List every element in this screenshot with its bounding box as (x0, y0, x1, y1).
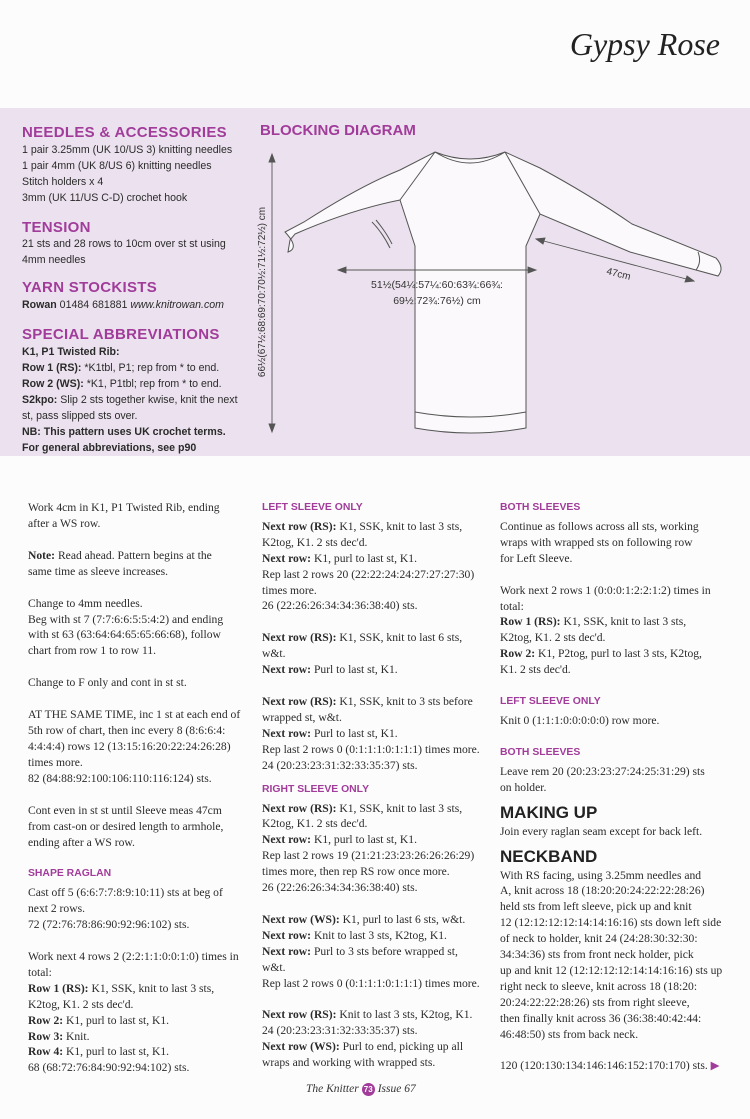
yarn-url[interactable]: www.knitrowan.com (130, 299, 224, 311)
sleeve-arrow-left (536, 238, 545, 244)
shape-raglan-heading: SHAPE RAGLAN (28, 868, 112, 880)
yarn-info (22, 297, 252, 313)
text-line: held sts from left sleeve, pick up and knit (500, 900, 692, 914)
needles-line: 1 pair 4mm (UK 8/US 6) knitting needles (22, 160, 212, 172)
general-abbrev-note: For general abbreviations, see p90 (22, 442, 197, 454)
text-line: Purl to end, picking up all (339, 1040, 464, 1054)
text-line: Rep last 2 rows 0 (0:1:1:1:0:1:1:1) times more. (262, 742, 480, 756)
abbrev-text (22, 344, 262, 456)
text-line: K1, purl to last st, K1. (63, 1045, 170, 1059)
tension-heading: TENSION (22, 219, 91, 236)
text-line: With RS facing, using 3.25mm needles and (500, 868, 702, 882)
s2kpo-label: S2kpo: (22, 394, 58, 406)
yarn-phone: 01484 681881 (56, 299, 131, 311)
text-line: Cast off 5 (6:6:7:7:8:9:10:11) sts at beg of (28, 886, 223, 900)
row-label: Next row: (262, 833, 312, 847)
text-line: K1, purl to last 6 sts, w&t. (339, 912, 466, 926)
text-line: Rep last 2 rows 19 (21:21:23:23:26:26:26:29) (262, 849, 475, 863)
text-line: K2tog, K1. 2 sts dec'd. (262, 535, 368, 549)
text-line: same time as sleeve increases. (28, 564, 169, 578)
text-line: Beg with st 7 (7:7:6:6:5:5:4:2) and ending (28, 612, 224, 626)
text-line: 46:48:50) sts from back neck. (500, 1027, 639, 1041)
both-sleeves-heading: BOTH SLEEVES (500, 502, 581, 513)
text-line: 5th row of chart, then inc every 8 (8:6:6:4: (28, 724, 226, 738)
text-line: K1, SSK, knit to last 6 sts, (336, 631, 463, 645)
row-label: Row 2: (500, 647, 536, 661)
text-line: A, knit across 18 (18:20:20:24:22:22:28:26) (500, 884, 705, 898)
neckband-heading: NECKBAND (500, 846, 598, 866)
text-line: K2tog, K1. 2 sts dec'd. (28, 997, 134, 1011)
row-label: Row 1 (RS): (500, 615, 561, 629)
text-line: wraps and working with wrapped sts. (262, 1056, 436, 1070)
text-line: wraps with wrapped sts on following row (500, 535, 693, 549)
text-line: Work next 4 rows 2 (2:2:1:1:0:0:1:0) times in (28, 950, 239, 964)
row-label: Next row (RS): (262, 695, 337, 709)
row-label: Next row (WS): (262, 912, 340, 926)
text-line: 26 (22:26:26:34:34:36:38:40) sts. (262, 881, 418, 895)
page-title: Gypsy Rose (569, 26, 720, 62)
blocking-diagram (250, 140, 750, 450)
text-line: on holder. (500, 780, 547, 794)
length-arrow-bottom (269, 424, 275, 432)
s2kpo-text2: st, pass slipped sts over. (22, 410, 138, 422)
length-arrow-top (269, 154, 275, 162)
left-sleeve-heading: LEFT SLEEVE ONLY (262, 502, 363, 513)
text-line: of neck to holder, knit 24 (24:28:30:32:30: (500, 932, 698, 946)
text-line: total: (28, 965, 52, 979)
text-line: AT THE SAME TIME, inc 1 st at each end of (28, 708, 241, 722)
blocking-heading: BLOCKING DIAGRAM (260, 122, 416, 139)
row-label: Next row (WS): (262, 1040, 340, 1054)
text-line: 26 (22:26:26:34:34:36:38:40) sts. (262, 599, 418, 613)
sweater-outline (285, 152, 721, 433)
column-3 (500, 500, 730, 1074)
nb-note: NB: This pattern uses UK crochet terms. (22, 426, 226, 438)
text-line: K2tog, K1. 2 sts dec'd. (262, 817, 368, 831)
text-line: chart from row 1 to row 11. (28, 644, 157, 658)
row-label: Next row (RS): (262, 631, 337, 645)
text-line: Cont even in st st until Sleeve meas 47cm (28, 803, 222, 817)
row1-text: *K1tbl, P1; rep from * to end. (81, 362, 220, 374)
text-line: K1, SSK, knit to last 3 sts, (560, 615, 687, 629)
row-label: Next row: (262, 726, 312, 740)
tension-text (22, 236, 252, 268)
text-line: K1, SSK, knit to 3 sts before (336, 695, 473, 709)
text-line: 20:24:22:22:28:26) sts from right sleeve, (500, 995, 690, 1009)
text-line: 12 (12:12:12:12:14:14:16:16) sts down left side (500, 916, 722, 930)
text-line: times more. (28, 755, 83, 769)
text-line: Continue as follows across all sts, working (500, 519, 699, 533)
text-line: K2tog, K1. 2 sts dec'd. (500, 631, 606, 645)
text-line: 24 (20:23:23:31:32:33:35:37) sts. (262, 1024, 418, 1038)
sleeve-arrow-right (685, 276, 694, 282)
chest-label-line1: 51½(54¼:57¼:60:63¾:66¾: (371, 279, 503, 291)
text-line: Knit to last 3 sts, K2tog, K1. (311, 928, 447, 942)
row2-label: Row 2 (WS): (22, 378, 84, 390)
text-line: right neck to sleeve, knit across 18 (18:20: (500, 979, 698, 993)
text-line: 82 (84:88:92:100:106:110:116:124) sts. (28, 771, 212, 785)
row2-text: *K1, P1tbl; rep from * to end. (83, 378, 222, 390)
row-label: Row 4: (28, 1045, 64, 1059)
column-2 (262, 500, 490, 1071)
text-line: then finally knit across 36 (36:38:40:42:44: (500, 1011, 702, 1025)
tension-line: 4mm needles (22, 254, 86, 266)
text-line: Read ahead. Pattern begins at the (55, 548, 212, 562)
page-number-badge: 73 (362, 1083, 375, 1096)
text-line: Knit to last 3 sts, K2tog, K1. (336, 1008, 473, 1022)
text-line: Knit. (63, 1029, 90, 1043)
text-line: w&t. (262, 647, 286, 661)
text-line: Join every raglan seam except for back left. (500, 824, 703, 838)
text-line: K1, purl to last st, K1. (63, 1013, 170, 1027)
text-line: 120 (120:130:134:146:146:152:170:170) sts. (500, 1059, 708, 1073)
text-line: K1, purl to last st, K1. (311, 833, 417, 847)
tension-line: 21 sts and 28 rows to 10cm over st st using (22, 238, 226, 250)
text-line: next 2 rows. (28, 902, 85, 916)
text-line: Change to 4mm needles. (28, 596, 143, 610)
rib-title: K1, P1 Twisted Rib: (22, 346, 120, 358)
row-label: Row 1 (RS): (28, 981, 89, 995)
text-line: K1, purl to last st, K1. (311, 551, 417, 565)
text-line: with st 63 (63:64:64:65:65:66:68), follow (28, 628, 221, 642)
text-line: 24 (20:23:23:31:32:33:35:37) sts. (262, 758, 418, 772)
chest-arrow-left (338, 267, 346, 273)
row-label: Row 2: (28, 1013, 64, 1027)
needles-heading: NEEDLES & ACCESSORIES (22, 124, 227, 141)
sleeve-length-label: 47cm (605, 266, 632, 283)
text-line: times more, then rep RS row once more. (262, 865, 450, 879)
text-line: 34:34:36) sts from front neck holder, pick (500, 948, 694, 962)
text-line: K1, SSK, knit to last 3 sts, (336, 801, 463, 815)
text-line: 4:4:4:4) rows 12 (13:15:16:20:22:24:26:28) (28, 739, 231, 753)
row-label: Next row: (262, 944, 312, 958)
text-line: after a WS row. (28, 516, 101, 530)
note-label: Note: (28, 548, 56, 562)
row-label: Next row: (262, 663, 312, 677)
right-sleeve-heading: RIGHT SLEEVE ONLY (262, 783, 370, 795)
text-line: Work 4cm in K1, P1 Twisted Rib, ending (28, 501, 220, 514)
text-line: Purl to last st, K1. (311, 663, 398, 677)
text-line: Purl to 3 sts before wrapped st, (311, 944, 458, 958)
text-line: Knit 0 (1:1:1:0:0:0:0:0) row more. (500, 713, 660, 727)
text-line: 68 (68:72:76:84:90:92:94:102) sts. (28, 1061, 190, 1075)
left-sleeve-heading: LEFT SLEEVE ONLY (500, 696, 601, 708)
row-label: Next row: (262, 928, 312, 942)
text-line: 72 (72:76:78:86:90:92:96:102) sts. (28, 918, 190, 932)
text-line: up and knit 12 (12:12:12:12:14:14:16:16) sts up (500, 963, 723, 977)
needles-line: 3mm (UK 11/US C-D) crochet hook (22, 192, 188, 204)
text-line: times more. (262, 583, 317, 597)
text-line: K1, P2tog, purl to last 3 sts, K2tog, (535, 647, 702, 661)
magazine-name: The Knitter (306, 1083, 359, 1096)
text-line: K1, SSK, knit to last 3 sts, (336, 519, 463, 533)
column-1 (28, 500, 253, 1076)
yarn-brand: Rowan (22, 299, 57, 311)
needles-line: Stitch holders x 4 (22, 176, 104, 188)
text-line: wrapped st, w&t. (262, 710, 342, 724)
abbrev-heading: SPECIAL ABBREVIATIONS (22, 326, 220, 343)
text-line: Leave rem 20 (20:23:23:27:24:25:31:29) sts (500, 764, 705, 778)
row-label: Next row: (262, 551, 312, 565)
text-line: from cast-on or desired length to armhole, (28, 819, 224, 833)
row-label: Row 3: (28, 1029, 64, 1043)
text-line: Purl to last st, K1. (311, 726, 398, 740)
both-sleeves-heading: BOTH SLEEVES (500, 746, 581, 758)
triangle-right-icon: ▶ (710, 1059, 720, 1073)
making-up-heading: MAKING UP (500, 802, 598, 822)
length-label: 66½(67½:68:69:70:70½:71½:72½) cm (257, 206, 268, 378)
s2kpo-text: Slip 2 sts together kwise, knit the next (57, 394, 238, 406)
text-line: Rep last 2 rows 20 (22:22:24:24:27:27:27:30) (262, 567, 475, 581)
yarn-heading: YARN STOCKISTS (22, 279, 158, 296)
text-line: K1, SSK, knit to last 3 sts, (88, 981, 215, 995)
row-label: Next row (RS): (262, 1008, 337, 1022)
row-label: Next row (RS): (262, 519, 337, 533)
text-line: total: (500, 599, 524, 613)
issue-number: Issue 67 (377, 1083, 416, 1096)
text-line: Change to F only and cont in st st. (28, 676, 187, 690)
text-line: K1. 2 sts dec'd. (500, 663, 571, 677)
text-line: Work next 2 rows 1 (0:0:0:1:2:2:1:2) times in (500, 583, 711, 597)
page-footer (306, 1083, 416, 1096)
chest-arrow-right (528, 267, 536, 273)
left-cuff-ribbing (376, 220, 392, 244)
row1-label: Row 1 (RS): (22, 362, 82, 374)
text-line: w&t. (262, 960, 286, 974)
needles-line: 1 pair 3.25mm (UK 10/US 3) knitting needles (22, 144, 233, 156)
row-label: Next row (RS): (262, 801, 337, 815)
text-line: for Left Sleeve. (500, 551, 573, 565)
chest-label-line2: 69½:72¾:76½) cm (393, 295, 481, 307)
text-line: Rep last 2 rows 0 (0:1:1:1:0:1:1:1) times more. (262, 976, 480, 990)
text-line: ending after a WS row. (28, 835, 135, 849)
needles-list (22, 142, 252, 206)
